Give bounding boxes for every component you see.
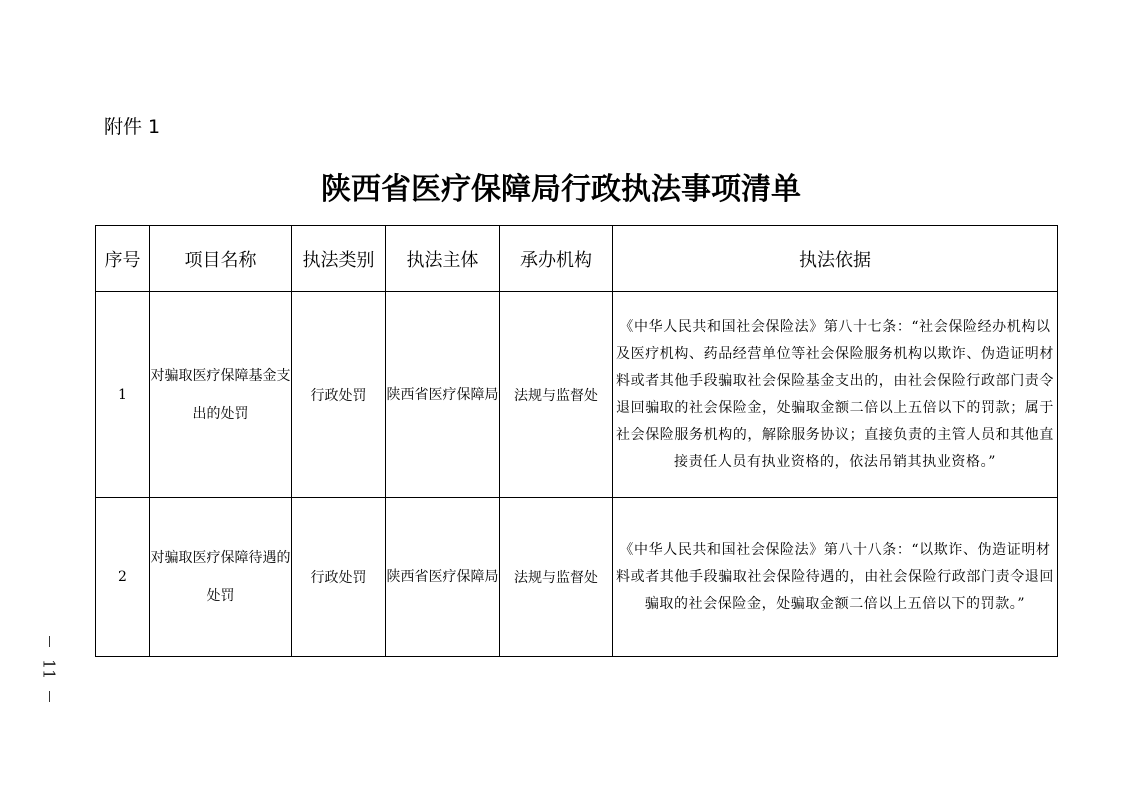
attachment-label: 附件 1 (104, 116, 161, 138)
cell-index: 1 (96, 292, 150, 498)
cell-category: 行政处罚 (292, 498, 386, 657)
cell-basis: 《中华人民共和国社会保险法》第八十七条：“社会保险经办机构以及医疗机构、药品经营单位等社会保险服务机构以欺诈、伪造证明材料或者其他手段骗取社会保险基金支出的，由社会保险行政部门责令退回骗取的社会保险金，处骗取金额二倍以上五倍以下的罚款；属于社会保险服务机构的，解除服务协议；直接负责的主管人员和其他直接责任人员有执业资格的，依法吊销其执业资格。” (613, 292, 1058, 498)
cell-basis: 《中华人民共和国社会保险法》第八十八条：“以欺诈、伪造证明材料或者其他手段骗取社会保险待遇的，由社会保险行政部门责令退回骗取的社会保险金，处骗取金额二倍以上五倍以下的罚款。” (613, 498, 1058, 657)
enforcement-items-table (95, 225, 1058, 657)
header-category: 执法类别 (292, 226, 386, 292)
cell-office: 法规与监督处 (500, 498, 613, 657)
page-number-dash-bottom (49, 691, 50, 702)
page-number (34, 636, 64, 702)
page-number-dash-top (49, 636, 50, 647)
header-item-name: 项目名称 (150, 226, 292, 292)
header-subject: 执法主体 (386, 226, 500, 292)
page-number-value: 11 (39, 658, 59, 680)
cell-office: 法规与监督处 (500, 292, 613, 498)
cell-item-name: 对骗取医疗保障待遇的处罚 (150, 498, 292, 657)
header-basis: 执法依据 (613, 226, 1058, 292)
document-title: 陕西省医疗保障局行政执法事项清单 (321, 172, 801, 207)
cell-subject: 陕西省医疗保障局 (386, 292, 500, 498)
table-row (96, 292, 1058, 498)
table-row (96, 498, 1058, 657)
cell-index: 2 (96, 498, 150, 657)
cell-category: 行政处罚 (292, 292, 386, 498)
table-header-row (96, 226, 1058, 292)
header-index: 序号 (96, 226, 150, 292)
header-office: 承办机构 (500, 226, 613, 292)
cell-item-name: 对骗取医疗保障基金支出的处罚 (150, 292, 292, 498)
cell-subject: 陕西省医疗保障局 (386, 498, 500, 657)
